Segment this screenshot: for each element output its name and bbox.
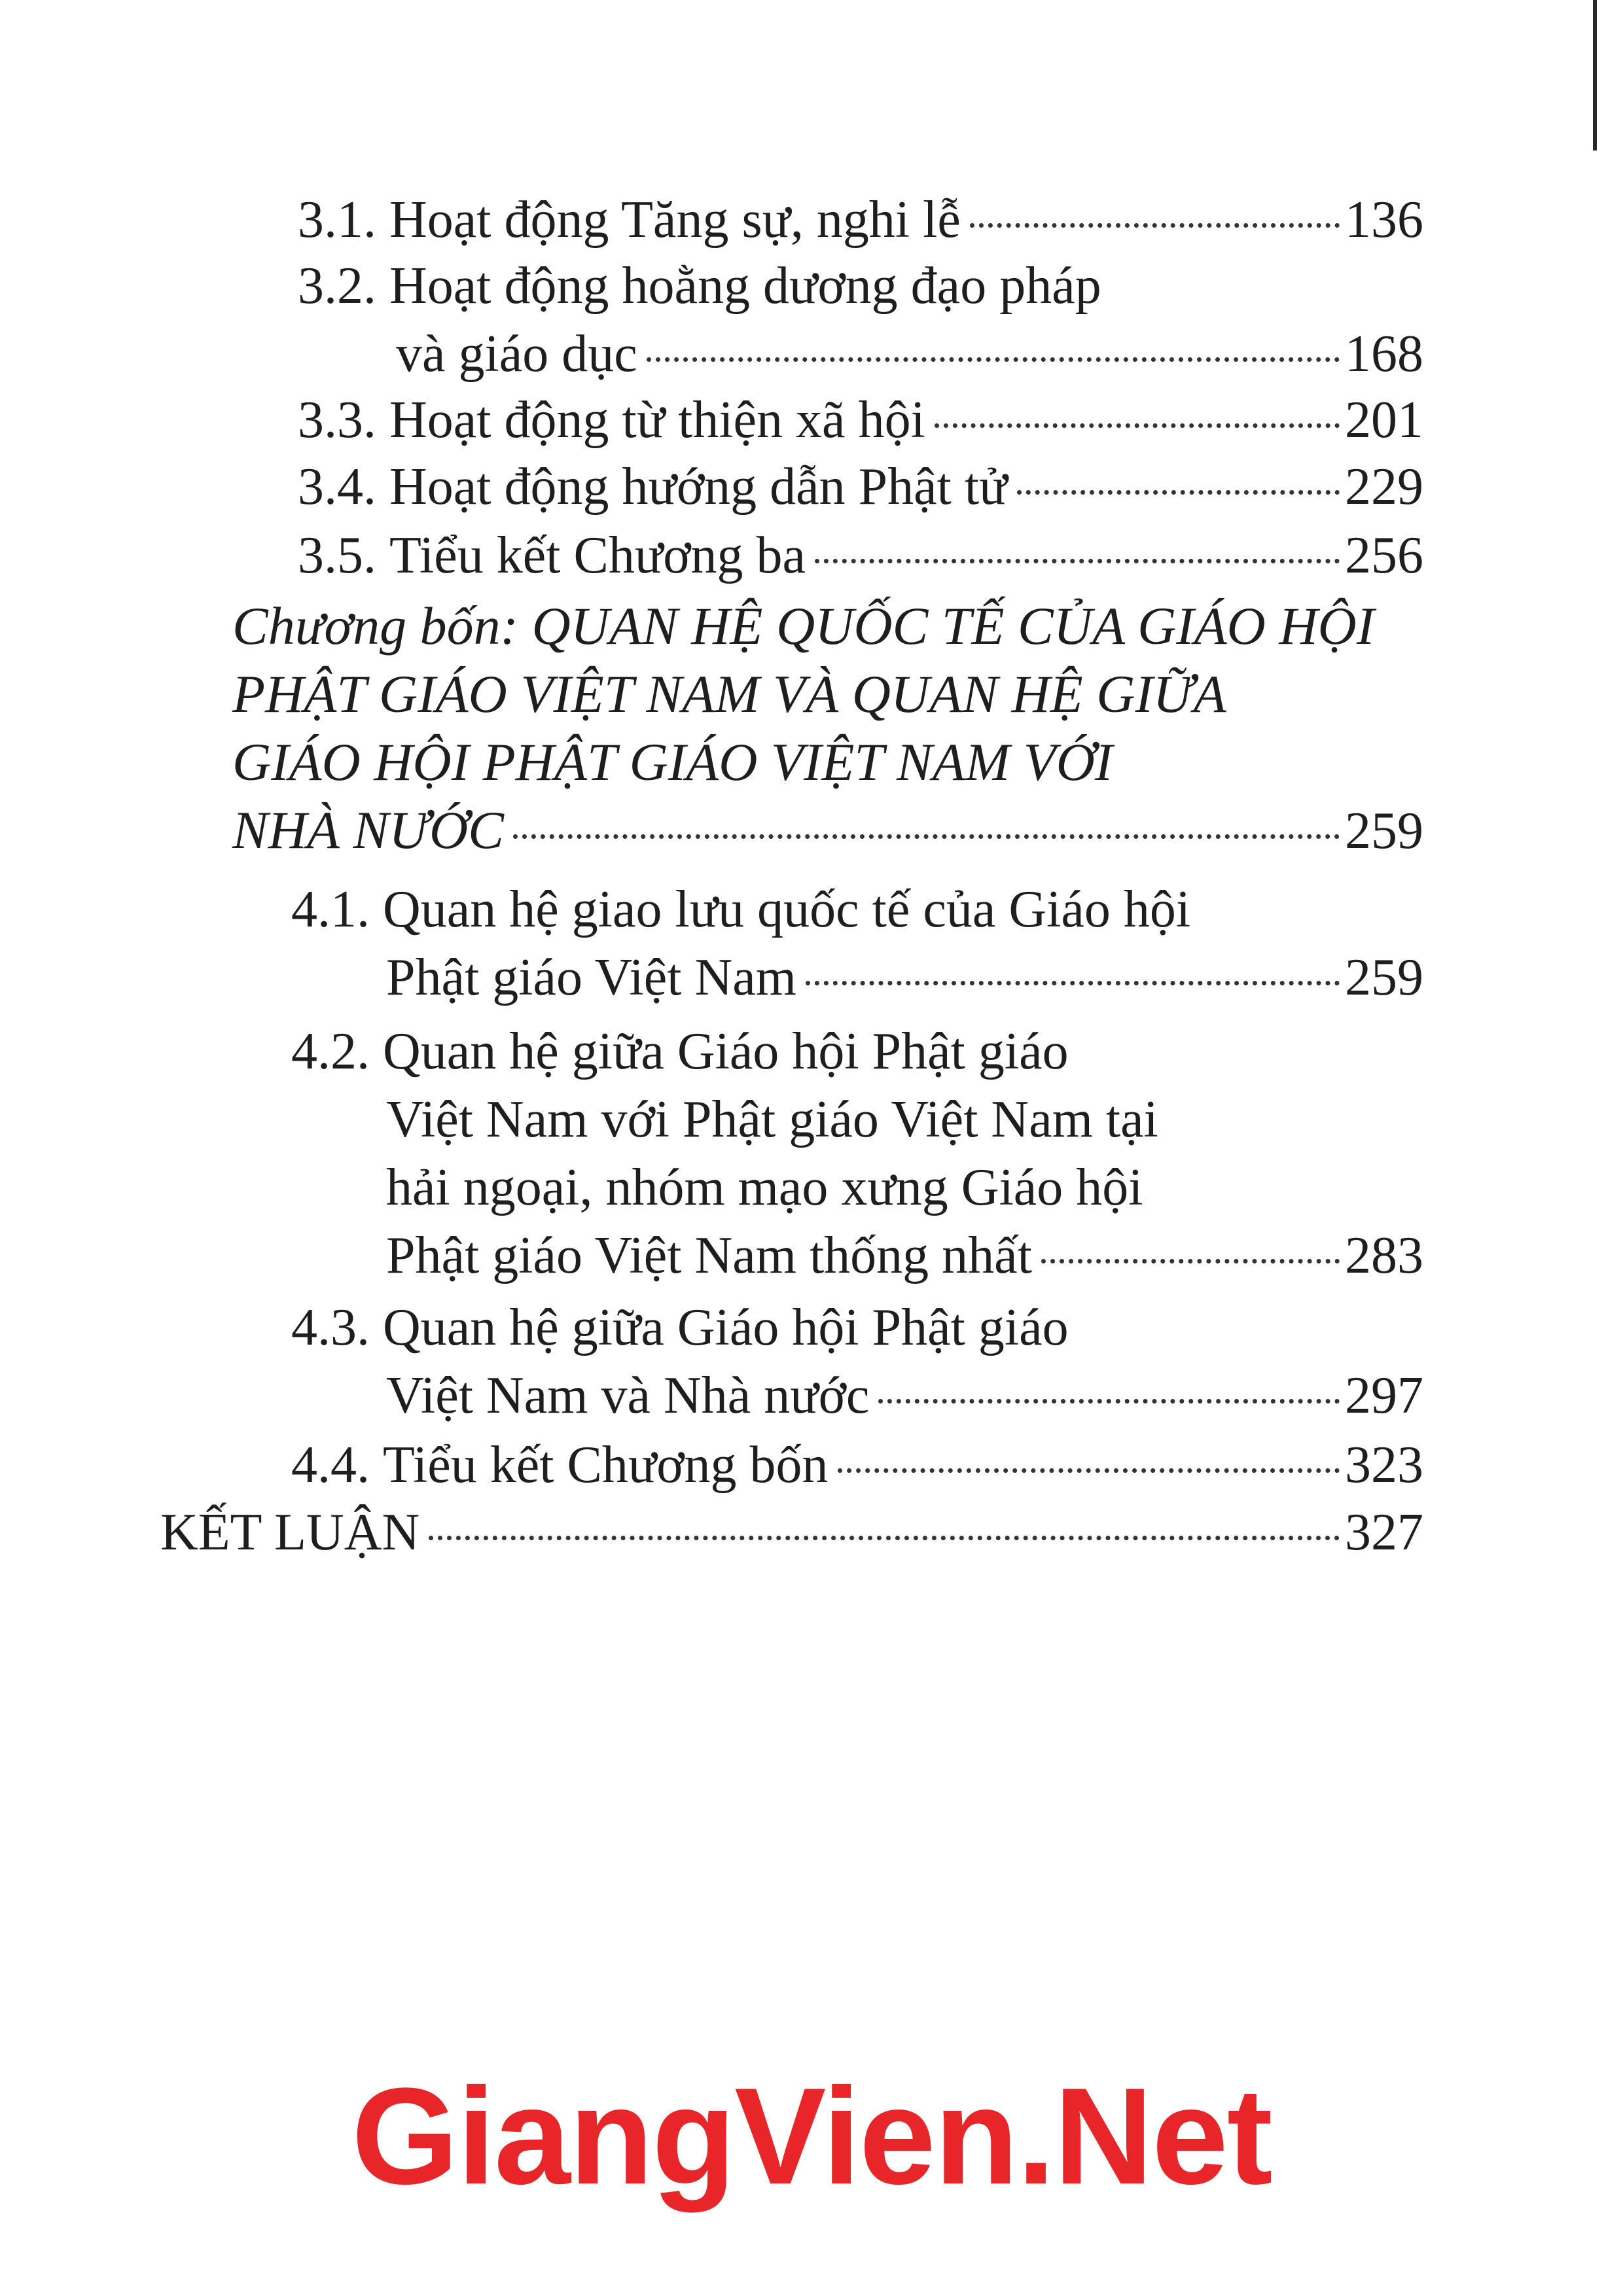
toc-entry-title-cont: Phật giáo Việt Nam	[386, 949, 796, 1006]
toc-page-number: 259	[1345, 802, 1423, 860]
toc-entry-conclusion	[160, 1498, 1423, 1566]
leader-dots	[806, 981, 1340, 985]
toc-page-number: 327	[1345, 1504, 1423, 1561]
leader-dots	[647, 357, 1340, 362]
toc-entry-title-cont: và giáo dục	[396, 325, 637, 383]
toc-entry-number: 3.4.	[298, 458, 376, 516]
toc-entry-3-4	[298, 453, 1423, 521]
toc-entry-title-cont: Việt Nam với Phật giáo Việt Nam tại	[386, 1091, 1158, 1148]
toc-chapter-4	[232, 592, 1423, 864]
leader-dots	[935, 423, 1340, 428]
leader-dots	[970, 223, 1340, 228]
toc-entry-title: Hoạt động Tăng sự, nghi lễ	[389, 191, 961, 249]
leader-dots	[1017, 490, 1340, 495]
toc-entry-4-2	[291, 1017, 1423, 1290]
toc-entry-title: Tiểu kết Chương bốn	[383, 1436, 829, 1494]
chapter-title-line: GIÁO HỘI PHẬT GIÁO VIỆT NAM VỚI	[232, 732, 1113, 792]
toc-entry-3-1	[298, 186, 1423, 254]
toc-entry-title: Hoạt động hoằng dương đạo pháp	[389, 257, 1101, 315]
toc-entry-number: 4.2.	[291, 1023, 370, 1080]
toc-entry-title: Quan hệ giữa Giáo hội Phật giáo	[383, 1299, 1069, 1356]
toc-entry-title: KẾT LUẬN	[160, 1504, 420, 1561]
toc-entry-4-1	[291, 875, 1423, 1012]
toc-entry-title: Quan hệ giữa Giáo hội Phật giáo	[383, 1023, 1069, 1080]
toc-entry-3-2	[298, 252, 1423, 388]
toc-entry-number: 3.2.	[298, 257, 376, 315]
leader-dots	[429, 1536, 1340, 1540]
toc-entry-number: 4.1.	[291, 881, 370, 938]
toc-page-number: 323	[1345, 1436, 1423, 1494]
watermark-logo: GiangVien.Net	[351, 2059, 1272, 2213]
toc-page-number: 136	[1345, 191, 1423, 249]
toc-entry-4-4	[291, 1431, 1423, 1499]
toc-entry-number: 4.4.	[291, 1436, 370, 1494]
toc-page-number: 259	[1345, 949, 1423, 1006]
toc-page-number: 256	[1345, 527, 1423, 584]
toc-entry-title-cont: Việt Nam và Nhà nước	[386, 1367, 870, 1424]
chapter-title-line: NHÀ NƯỚC	[232, 800, 504, 860]
toc-entry-number: 4.3.	[291, 1299, 370, 1356]
chapter-title-line: Chương bốn: QUAN HỆ QUỐC TẾ CỦA GIÁO HỘI	[232, 596, 1375, 656]
toc-entry-3-3	[298, 386, 1423, 454]
toc-entry-number: 3.1.	[298, 191, 376, 249]
toc-entry-title-cont: hải ngoại, nhóm mạo xưng Giáo hội	[386, 1159, 1143, 1216]
leader-dots	[1041, 1259, 1340, 1263]
toc-entry-3-5	[298, 521, 1423, 590]
toc-entry-title-cont: Phật giáo Việt Nam thống nhất	[386, 1227, 1032, 1284]
leader-dots	[815, 559, 1340, 563]
toc-page-number: 297	[1345, 1367, 1423, 1424]
toc-entry-number: 3.5.	[298, 527, 376, 584]
toc-page-number: 229	[1345, 458, 1423, 516]
toc-entry-title: Quan hệ giao lưu quốc tế của Giáo hội	[383, 881, 1191, 938]
leader-dots	[838, 1468, 1340, 1473]
chapter-title-line: PHẬT GIÁO VIỆT NAM VÀ QUAN HỆ GIỮA	[232, 664, 1226, 724]
toc-page-number: 168	[1345, 325, 1423, 383]
toc-page-number: 283	[1345, 1227, 1423, 1284]
toc-entry-4-3	[291, 1294, 1423, 1430]
toc-page-number: 201	[1345, 391, 1423, 449]
toc-entry-title: Tiểu kết Chương ba	[389, 527, 806, 584]
toc-entry-title: Hoạt động từ thiện xã hội	[389, 391, 925, 449]
leader-dots	[513, 834, 1340, 839]
toc-entry-number: 3.3.	[298, 391, 376, 449]
toc-entry-title: Hoạt động hướng dẫn Phật tử	[389, 458, 1008, 516]
leader-dots	[878, 1399, 1340, 1404]
